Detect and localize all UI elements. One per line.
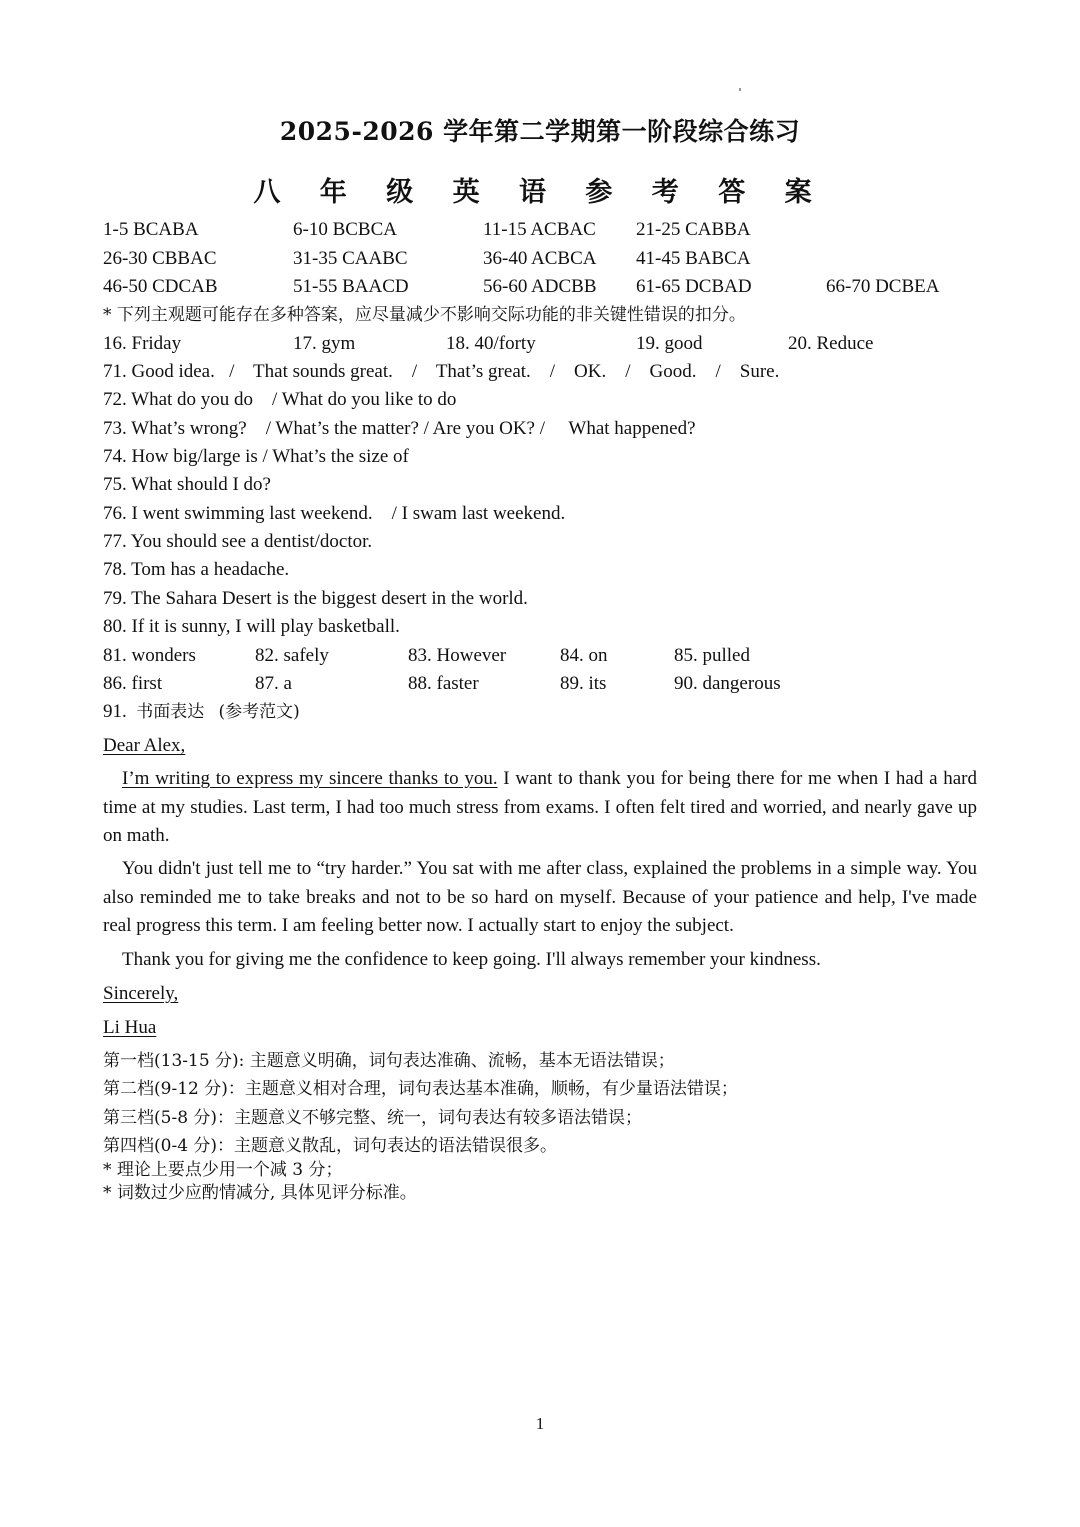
fill-cell: 17. gym	[293, 333, 356, 354]
letter-opening-sentence: I’m writing to express my sincere thanks to you.	[122, 768, 498, 789]
page-subtitle: 八 年 级 英 语 参 考 答 案	[253, 177, 827, 208]
answer-line: 71. Good idea. / That sounds great. / That’s great. / OK. / Good. / Sure.	[103, 361, 780, 382]
end-note: * 词数过少应酌情减分, 具体见评分标准。	[103, 1183, 417, 1203]
scan-speck	[739, 88, 741, 91]
fill-cell: 16. Friday	[103, 333, 182, 354]
cloze-cell: 81. wonders	[103, 645, 196, 666]
choice-cell: 41-45 BABCA	[636, 248, 751, 269]
grading-level: 第一档(13-15 分): 主题意义明确，词句表达准确、流畅，基本无语法错误；	[103, 1051, 675, 1071]
subjective-note: * 下列主观题可能存在多种答案，应尽量减少不影响交际功能的非关键性错误的扣分。	[103, 305, 746, 325]
letter-closing: Sincerely,	[103, 983, 179, 1004]
choice-cell: 51-55 BAACD	[293, 276, 409, 297]
choice-cell: 1-5 BCABA	[103, 219, 199, 240]
essay-number: 91.	[103, 701, 127, 722]
cloze-cell: 84. on	[560, 645, 608, 666]
fill-cell: 18. 40/forty	[446, 333, 536, 354]
choice-cell: 56-60 ADCBB	[483, 276, 597, 297]
choice-cell: 61-65 DCBAD	[636, 276, 752, 297]
grading-level: 第四档(0-4 分)：主题意义散乱，词句表达的语法错误很多。	[103, 1136, 558, 1156]
grading-level: 第二档(9-12 分)：主题意义相对合理，词句表达基本准确，顺畅，有少量语法错误；	[103, 1079, 738, 1099]
cloze-cell: 88. faster	[408, 673, 479, 694]
answer-line: 78. Tom has a headache.	[103, 559, 290, 580]
fill-cell: 19. good	[636, 333, 703, 354]
cloze-cell: 83. However	[408, 645, 507, 666]
answer-line: 72. What do you do / What do you like to do	[103, 389, 457, 410]
choice-cell: 21-25 CABBA	[636, 219, 751, 240]
letter-paragraph-1	[103, 765, 977, 851]
answer-line: 76. I went swimming last weekend. / I swam last weekend.	[103, 503, 566, 524]
cloze-cell: 86. first	[103, 673, 163, 694]
choice-cell: 31-35 CAABC	[293, 248, 408, 269]
answer-line: 75. What should I do?	[103, 474, 271, 495]
cloze-cell: 90. dangerous	[674, 673, 781, 694]
letter-signature: Li Hua	[103, 1017, 157, 1038]
letter-paragraph-1-rest: I want to thank you for being there for me when I had a hard time at my studies. Last term, I had too much stress from exams. I often felt tired and worried, and nearly gave up on math.	[103, 768, 977, 846]
letter-paragraph-3: Thank you for giving me the confidence to keep going. I'll always remember your kindness.	[122, 949, 821, 970]
cloze-cell: 85. pulled	[674, 645, 750, 666]
essay-heading-text: 书面表达	[136, 702, 205, 722]
cloze-cell: 87. a	[255, 673, 292, 694]
page-number: 1	[535, 1414, 545, 1433]
answer-line: 80. If it is sunny, I will play basketball.	[103, 616, 400, 637]
answer-line: 77. You should see a dentist/doctor.	[103, 531, 373, 552]
essay-heading	[103, 700, 300, 724]
end-note: * 理论上要点少用一个减 3 分；	[103, 1160, 343, 1180]
answer-line: 74. How big/large is / What’s the size of	[103, 446, 409, 467]
letter-paragraph-2: You didn't just tell me to “try harder.” You sat with me after class, explained the problems in a simple way. You also reminded me to take breaks and not to be so hard on myself. Because of your patience and help, I've made real progress this term. I am feeling better now. I actually start to enjoy the subject.	[103, 858, 977, 936]
letter-greeting: Dear Alex,	[103, 735, 186, 756]
answer-line: 79. The Sahara Desert is the biggest desert in the world.	[103, 588, 528, 609]
choice-cell: 6-10 BCBCA	[293, 219, 397, 240]
choice-cell: 26-30 CBBAC	[103, 248, 217, 269]
essay-heading-note: (参考范文)	[218, 702, 300, 722]
cloze-cell: 89. its	[560, 673, 607, 694]
fill-cell: 20. Reduce	[788, 333, 874, 354]
page-title: 2025-2026 学年第二学期第一阶段综合练习	[279, 117, 801, 146]
choice-cell: 36-40 ACBCA	[483, 248, 597, 269]
choice-cell: 11-15 ACBAC	[483, 219, 596, 240]
choice-cell: 66-70 DCBEA	[826, 276, 940, 297]
choice-cell: 46-50 CDCAB	[103, 276, 218, 297]
cloze-cell: 82. safely	[255, 645, 329, 666]
grading-level: 第三档(5-8 分)：主题意义不够完整、统一，词句表达有较多语法错误；	[103, 1108, 643, 1128]
answer-line: 73. What’s wrong? / What’s the matter? / Are you OK? / What happened?	[103, 418, 696, 439]
